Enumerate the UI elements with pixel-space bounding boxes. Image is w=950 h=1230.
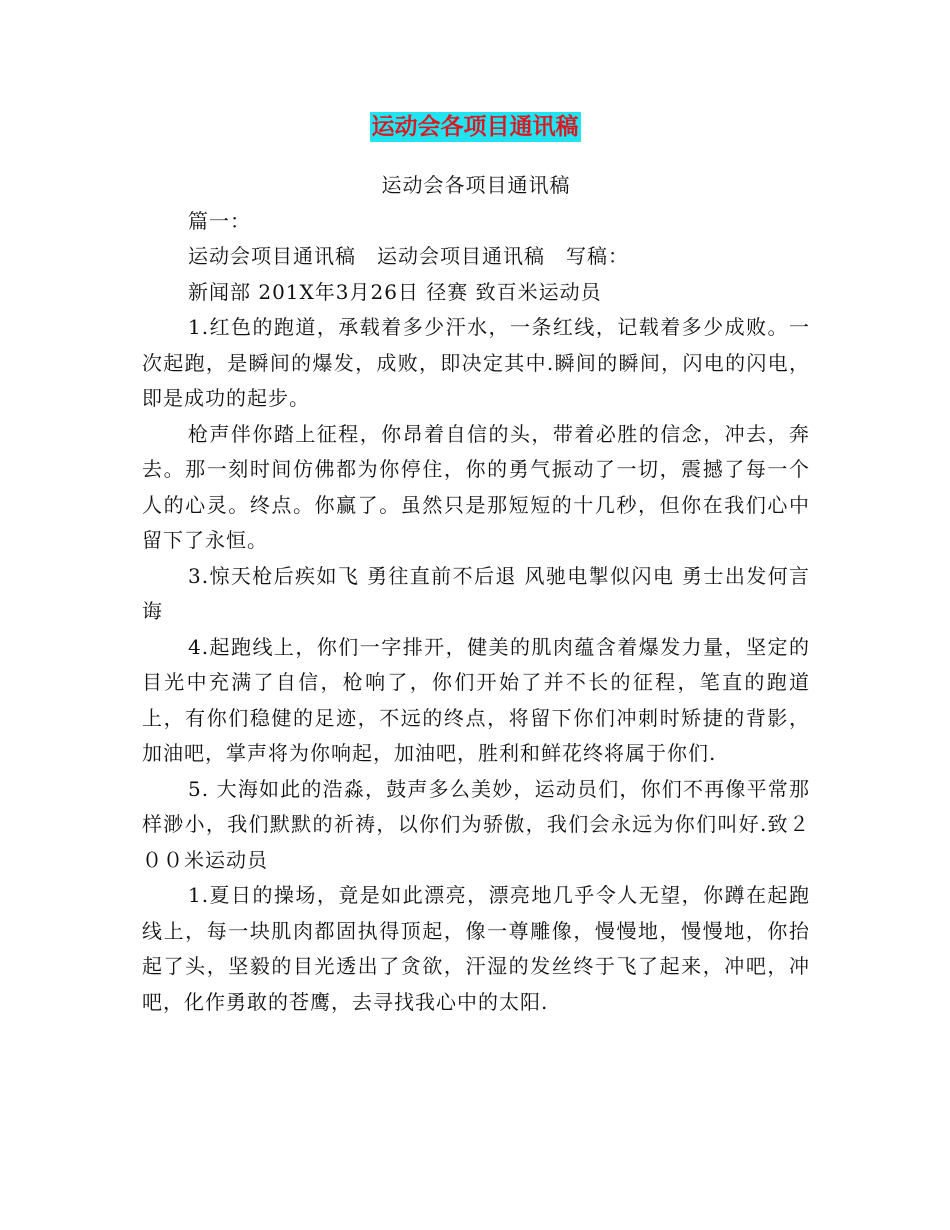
paragraph: 1.红色的跑道，承载着多少汗水，一条红线，记载着多少成败。一次起跑，是瞬间的爆发，成败，即决定其中.瞬间的瞬间，闪电的闪电，即是成功的起步。 bbox=[142, 315, 810, 410]
paragraph: 5. 大海如此的浩淼，鼓声多么美妙，运动员们，你们不再像平常那样渺小，我们默默的祈祷，以你们为骄傲，我们会永远为你们叫好.致２００米运动员 bbox=[142, 776, 810, 872]
paragraph-byline: 新闻部 201X年3月26日 径赛 致百米运动员 bbox=[188, 279, 602, 304]
paragraph: 3.惊天枪后疾如飞 勇往直前不后退 风驰电掣似闪电 勇士出发何言诲 bbox=[142, 563, 810, 623]
document-subtitle: 运动会各项目通讯稿 bbox=[381, 173, 571, 197]
paragraph: 1.夏日的操场，竟是如此漂亮，漂亮地几乎令人无望，你蹲在起跑线上，每一块肌肉都固执得顶起，像一尊雕像，慢慢地，慢慢地，你抬起了头，坚毅的目光透出了贪欲，汗湿的发丝终于飞了起来，冲吧，冲吧，化作勇敢的苍鹰，去寻找我心中的太阳. bbox=[142, 883, 810, 1014]
paragraph-part-label: 篇一： bbox=[188, 208, 251, 233]
paragraph: 4.起跑线上，你们一字排开，健美的肌肉蕴含着爆发力量，坚定的目光中充满了自信，枪响了，你们开始了并不长的征程，笔直的跑道上，有你们稳健的足迹，不远的终点，将留下你们冲刺时矫捷的背影，加油吧，掌声将为你响起，加油吧，胜利和鲜花终将属于你们. bbox=[142, 634, 810, 765]
title-container bbox=[0, 112, 950, 142]
document-body bbox=[142, 168, 810, 1020]
document-title: 运动会各项目通讯稿 bbox=[371, 114, 579, 140]
paragraph: 枪声伴你踏上征程，你昂着自信的头，带着必胜的信念，冲去，奔去。那一刻时间仿佛都为你停住，你的勇气振动了一切，震撼了每一个人的心灵。终点。你赢了。虽然只是那短短的十几秒，但你在我们心中留下了永恒。 bbox=[142, 421, 810, 552]
paragraph-header-line: 运动会项目通讯稿 运动会项目通讯稿 写稿： bbox=[188, 244, 629, 268]
